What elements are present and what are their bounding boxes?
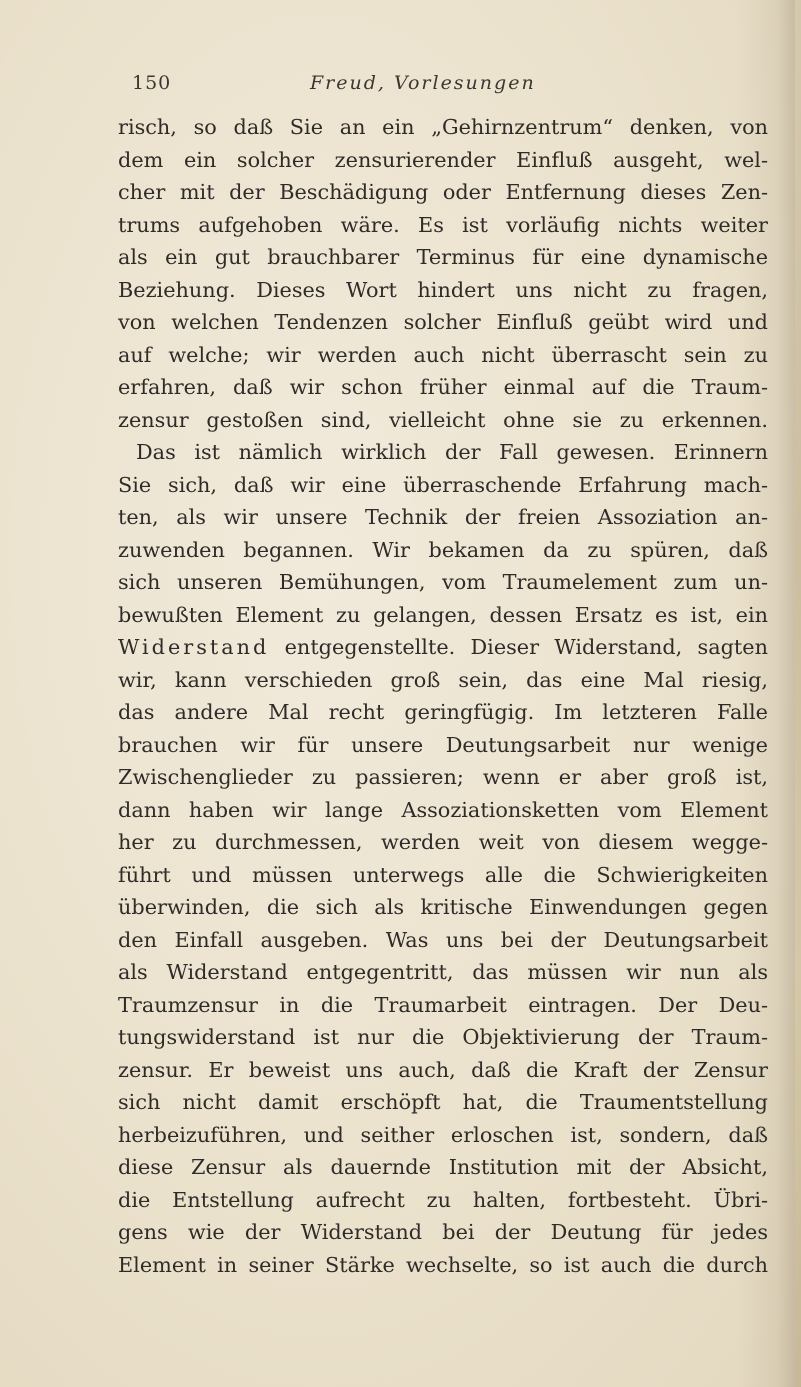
page-edge — [795, 0, 801, 1387]
text-line: tungswiderstand ist nur die Objektivierung der Traum- — [118, 1025, 768, 1049]
text-line: risch, so daß Sie an ein „Gehirnzentrum“ denken, von — [118, 115, 768, 139]
text-line: Element in seiner Stärke wechselte, so ist auch die durch — [118, 1252, 768, 1277]
text-line: her zu durchmessen, werden weit von diesem wegge- — [118, 830, 768, 854]
text-line: erfahren, daß wir schon früher einmal auf die Traum- — [118, 375, 768, 399]
running-head — [132, 72, 692, 102]
text-line: das andere Mal recht geringfügig. Im letzteren Falle — [118, 700, 768, 724]
page-number: 150 — [132, 72, 172, 94]
text-line: herbeizuführen, und seither erloschen ist, sondern, daß — [118, 1122, 768, 1147]
text-line: brauchen wir für unsere Deutungsarbeit nur wenige — [118, 732, 768, 757]
text-line: den Einfall ausgeben. Was uns bei der Deutungsarbeit — [118, 927, 768, 952]
line-rest: entgegenstellte. Dieser Widerstand, sagten — [269, 635, 768, 659]
text-line: sich unseren Bemühungen, vom Traumelement zum un- — [118, 570, 768, 594]
text-line: Beziehung. Dieses Wort hindert uns nicht zu fragen, — [118, 277, 768, 302]
text-line: trums aufgehoben wäre. Es ist vorläufig nichts weiter — [118, 212, 768, 237]
text-line: wir, kann verschieden groß sein, das eine Mal riesig, — [118, 667, 768, 692]
text-line: gens wie der Widerstand bei der Deutung für jedes — [118, 1220, 768, 1244]
text-line: zuwenden begannen. Wir bekamen da zu spüren, daß — [118, 537, 768, 562]
text-line: ten, als wir unsere Technik der freien Assoziation an- — [118, 505, 768, 529]
text-line: auf welche; wir werden auch nicht überrascht sein zu — [118, 342, 768, 367]
text-line: diese Zensur als dauernde Institution mit der Absicht, — [118, 1155, 768, 1179]
text-line: als ein gut brauchbarer Terminus für eine dynamische — [118, 245, 768, 269]
text-line: dem ein solcher zensurierender Einfluß ausgeht, wel- — [118, 147, 768, 172]
emphasized-word: Widerstand — [118, 635, 270, 659]
text-line: zensur gestoßen sind, vielleicht ohne sie zu erkennen. — [118, 407, 768, 432]
text-line: überwinden, die sich als kritische Einwendungen gegen — [118, 895, 768, 919]
text-line: bewußten Element zu gelangen, dessen Ersatz es ist, ein — [118, 602, 768, 627]
text-line: führt und müssen unterwegs alle die Schwierigkeiten — [118, 862, 768, 887]
text-line: Sie sich, daß wir eine überraschende Erfahrung mach- — [118, 472, 768, 497]
text-line-spaced — [118, 631, 768, 664]
text-line: Das ist nämlich wirklich der Fall gewesen. Erinnern — [136, 440, 768, 464]
text-line: zensur. Er beweist uns auch, daß die Kraft der Zensur — [118, 1057, 768, 1082]
text-line: von welchen Tendenzen solcher Einfluß geübt wird und — [118, 310, 768, 334]
text-line: als Widerstand entgegentritt, das müssen wir nun als — [118, 960, 768, 984]
text-line: Traumzensur in die Traumarbeit eintragen. Der Deu- — [118, 992, 768, 1017]
running-title: Freud, Vorlesungen — [310, 72, 536, 94]
text-line: Zwischenglieder zu passieren; wenn er aber groß ist, — [118, 765, 768, 789]
text-line: sich nicht damit erschöpft hat, die Traumentstellung — [118, 1090, 768, 1114]
body-text — [118, 111, 768, 1281]
text-line: die Entstellung aufrecht zu halten, fortbesteht. Übri- — [118, 1187, 768, 1212]
text-line: cher mit der Beschädigung oder Entfernung dieses Zen- — [118, 180, 768, 204]
text-line: dann haben wir lange Assoziationsketten vom Element — [118, 797, 768, 822]
